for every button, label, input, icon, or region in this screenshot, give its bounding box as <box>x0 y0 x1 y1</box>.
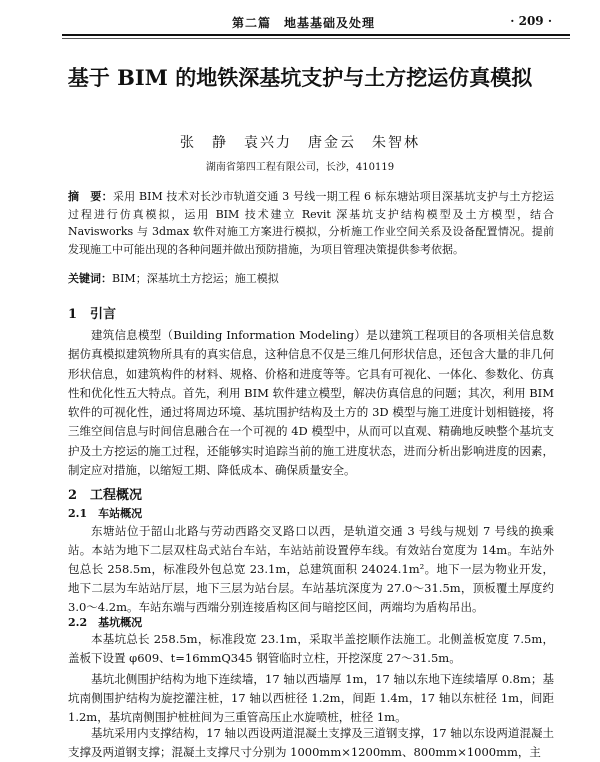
abstract <box>68 188 554 258</box>
subsection-heading-pit: 2.2 基坑概况 <box>68 616 143 629</box>
paper-title: 基于 BIM 的地铁深基坑支护与土方挖运仿真模拟 <box>67 65 533 90</box>
pit-paragraph-1: 本基坑总长 258.5m，标准段宽 23.1m，采取半盖挖顺作法施工。北侧盖板宽度 7.5m，盖板下设置 φ609、t=16mmQ345 钢管临时立柱，开挖深度 27～31.5m。 <box>68 632 554 665</box>
author-list: 张 静 袁兴力 唐金云 朱智林 <box>180 135 420 151</box>
running-header <box>62 12 570 34</box>
affiliation: 湖南省第四工程有限公司，长沙，410119 <box>205 162 395 173</box>
keywords <box>68 270 554 287</box>
header-rule-thin <box>62 38 570 39</box>
subsection-heading-station: 2.1 车站概况 <box>68 507 143 520</box>
page-number: · 209 · <box>510 14 552 28</box>
abstract-label: 摘 要： <box>68 190 113 203</box>
introduction-paragraph: 建筑信息模型（Building Information Modeling）是以建筑工程项目的各项相关信息数据仿真模拟建筑物所具有的真实信息，这种信息不仅是三维几何形状信息，还包含大量的非几何形状信息，如建筑构件的材料、规格、价格和进度等等。它具有可视化、一体化、参数化、仿真性和优化性五大特点。首先，利用 BIM 软件建立模型，解决仿真信息的问题；其次，利用 BIM 软件的可视化性，通过将周边环境、基坑围护结构及土方的 3D 模型与施工进度计划相链接，将三维空间信息与时间信息融合在一个可视的 4D 模型中，从而可以直观、精确地反映整个基坑支护及土方挖运的施工过程，还能够实时追踪当前的施工进度状态，进而分析出影响进度的因素，制定应对措施，以缩短工期、降低成本、确保质量安全。 <box>68 328 554 478</box>
keywords-label: 关键词： <box>68 272 112 285</box>
station-paragraph: 东塘站位于韶山北路与劳动西路交叉路口以西，是轨道交通 3 号线与规划 7 号线的换乘站。本站为地下二层双柱岛式站台车站，车站站前设置停车线。有效站台宽度为 14m。车站外包总长 258.5m，标准段外包总宽 23.1m，总建筑面积 24024.1m²。地下一层为物业开发，地下二层为车站站厅层，地下三层为站台层。车站基坑深度为 27.0～31.5m，顶板覆土厚度约 3.0～4.2m。车站东端与西端分别连接盾构区间与暗挖区间，两端均为盾构吊出。 <box>68 524 554 614</box>
section-heading-project-overview: 2 工程概况 <box>68 488 143 503</box>
header-rule <box>62 34 570 36</box>
abstract-text: 采用 BIM 技术对长沙市轨道交通 3 号线一期工程 6 标东塘站项目深基坑支护与土方挖运过程进行仿真模拟，运用 BIM 技术建立 Revit 深基坑支护结构模型及土方模型，结合 Navisworks 与 3dmax 软件对施工方案进行模拟，分析施工作业空间关系及设备配置情况。提前发现施工中可能出现的各种问题并做出预防措施，为项目管理决策提供参考依据。 <box>68 190 555 256</box>
header-section-title: 第二篇 地基基础及处理 <box>232 16 376 30</box>
pit-paragraph-2: 基坑北侧围护结构为地下连续墙，17 轴以西墙厚 1m，17 轴以东地下连续墙厚 0.8m；基坑南侧围护结构为旋挖灌注桩，17 轴以西桩径 1.2m，间距 1.4m，17 轴以东桩径 1m，间距 1.2m，基坑南侧围护桩桩间为三重管高压止水旋喷桩，桩径 1m。 <box>68 672 554 724</box>
keywords-text: BIM；深基坑土方挖运；施工模拟 <box>112 272 279 285</box>
section-heading-introduction: 1 引言 <box>68 307 117 322</box>
pit-paragraph-3: 基坑采用内支撑结构，17 轴以西设两道混凝土支撑及三道钢支撑，17 轴以东设两道混凝土支撑及两道钢支撑；混凝土支撑尺寸分别为 1000mm×1200mm、800mm×1000mm，主 <box>68 726 554 759</box>
